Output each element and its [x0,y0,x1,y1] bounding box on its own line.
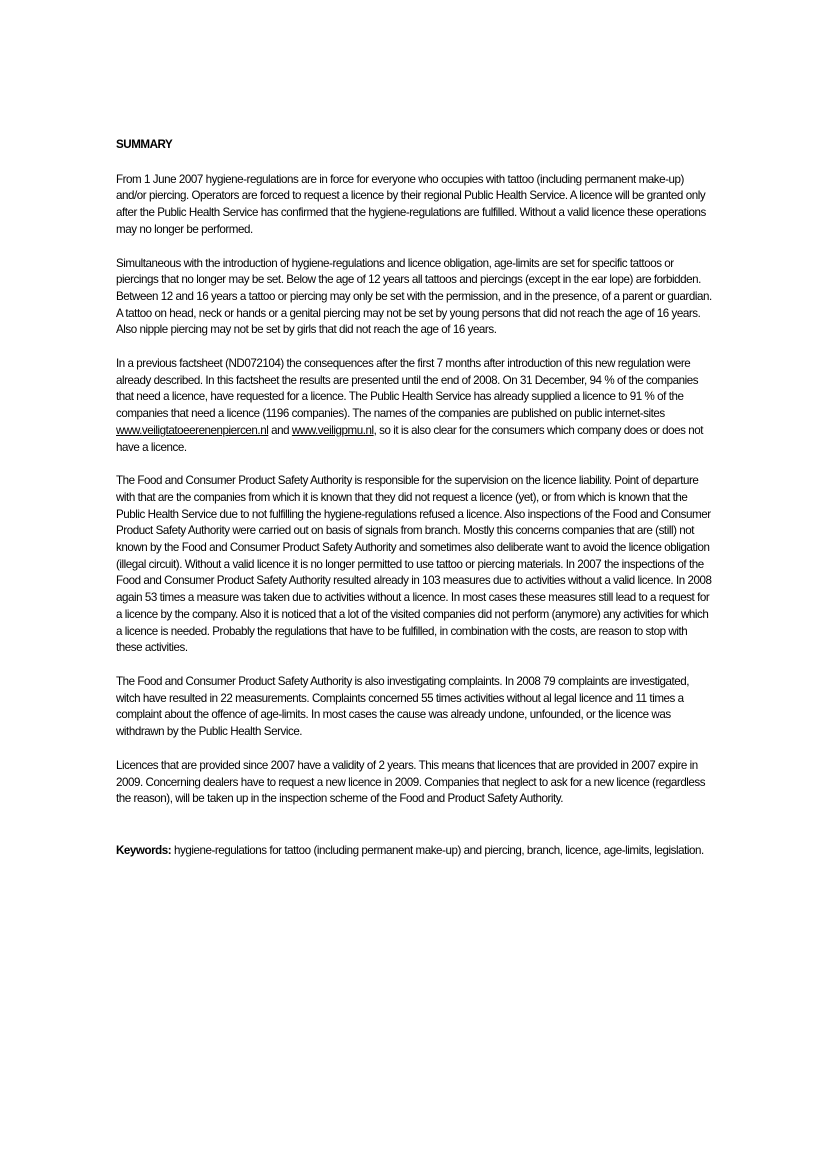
paragraph-licence-validity: Licences that are provided since 2007 have a validity of 2 years. This means that licences that are provided in 2007 expire in 2009. Concerning dealers have to request a new licence in 2009. Companies that neglect to ask for a new licence (regardless the reason), will be taken up in the inspection scheme of the Food and Product Safety Authority. [116,758,706,806]
tattoo-piercing-site-link[interactable]: www.veiligtatoeerenenpiercen.nl [116,423,269,437]
factsheet-text-after: , so it is also clear for the consumers which company does or does not have a licence. [116,423,703,454]
keywords-label: Keywords: [116,843,172,857]
pmu-site-link[interactable]: www.veiligpmu.nl [291,423,374,437]
paragraph-factsheet-results [116,356,714,456]
factsheet-text-middle: and [268,423,292,437]
paragraph-introduction: From 1 June 2007 hygiene-regulations are in force for everyone who occupies with tattoo (including permanent make-up) and/or piercing. Operators are forced to request a licence by their regional Public Health Service. A licence will be granted only after the Public Health Service has confirmed that the hygiene-regulations are fulfilled. Without a valid licence these operations may no longer be performed. [116,172,706,236]
paragraph-age-limits: Simultaneous with the introduction of hygiene-regulations and licence obligation, age-limits are set for specific tattoos or piercings that no longer may be set. Below the age of 12 years all tattoos and piercings (except in the ear lope) are forbidden. Between 12 and 16 years a tattoo or piercing may only be set with the permission, and in the presence, of a parent or guardian. A tattoo on head, neck or hands or a genital piercing may not be set by young persons that did not reach the age of 16 years. Also nipple piercing may not be set by girls that did not reach the age of 16 years. [116,256,712,337]
factsheet-text-before: In a previous factsheet (ND072104) the consequences after the first 7 months after introduction of this new regulation were already described. In this factsheet the results are presented until the end of 2008. On 31 December, 94 % of the companies that need a licence, have requested for a licence. The Public Health Service has already supplied a licence to 91 % of the companies that need a licence (1196 companies). The names of the companies are published on public internet-sites [116,357,699,421]
summary-heading: SUMMARY [116,138,173,151]
keywords-line [116,843,714,860]
document-page [116,137,714,877]
paragraph-complaints: The Food and Consumer Product Safety Authority is also investigating complaints. In 2008 79 complaints are investigated, witch have resulted in 22 measurements. Complaints concerned 55 times activities without al legal licence and 11 times a complaint about the offence of age-limits. In most cases the cause was already undone, unfounded, or the licence was withdrawn by the Public Health Service. [116,674,690,739]
paragraph-supervision: The Food and Consumer Product Safety Authority is responsible for the supervision on the licence liability. Point of departure with that are the companies from which it is known that they did not request a licence (yet), or from which is known that the Public Health Service due to not fulfilling the hygiene-regulations refused a licence. Also inspections of the Food and Consumer Product Safety Authority were carried out on basis of signals from branch. Mostly this concerns companies that are (still) not known by the Food and Consumer Product Safety Authority and sometimes also deliberate want to avoid the licence obligation (illegal circuit). Without a valid licence it is no longer permitted to use tattoo or piercing materials. In 2007 the inspections of the Food and Consumer Product Safety Authority resulted already in 103 measures due to activities without a valid licence. In 2008 again 53 times a measure was taken due to activities without a licence. In most cases these measures still lead to a request for a licence by the company. Also it is noticed that a lot of the visited companies did not perform (anymore) any activities for which a licence is needed. Probably the regulations that have to be fulfilled, in combination with the costs, are reason to stop with these activities. [116,474,712,655]
keywords-text: hygiene-regulations for tattoo (including permanent make-up) and piercing, branch, licence, age-limits, legislation. [171,843,704,857]
